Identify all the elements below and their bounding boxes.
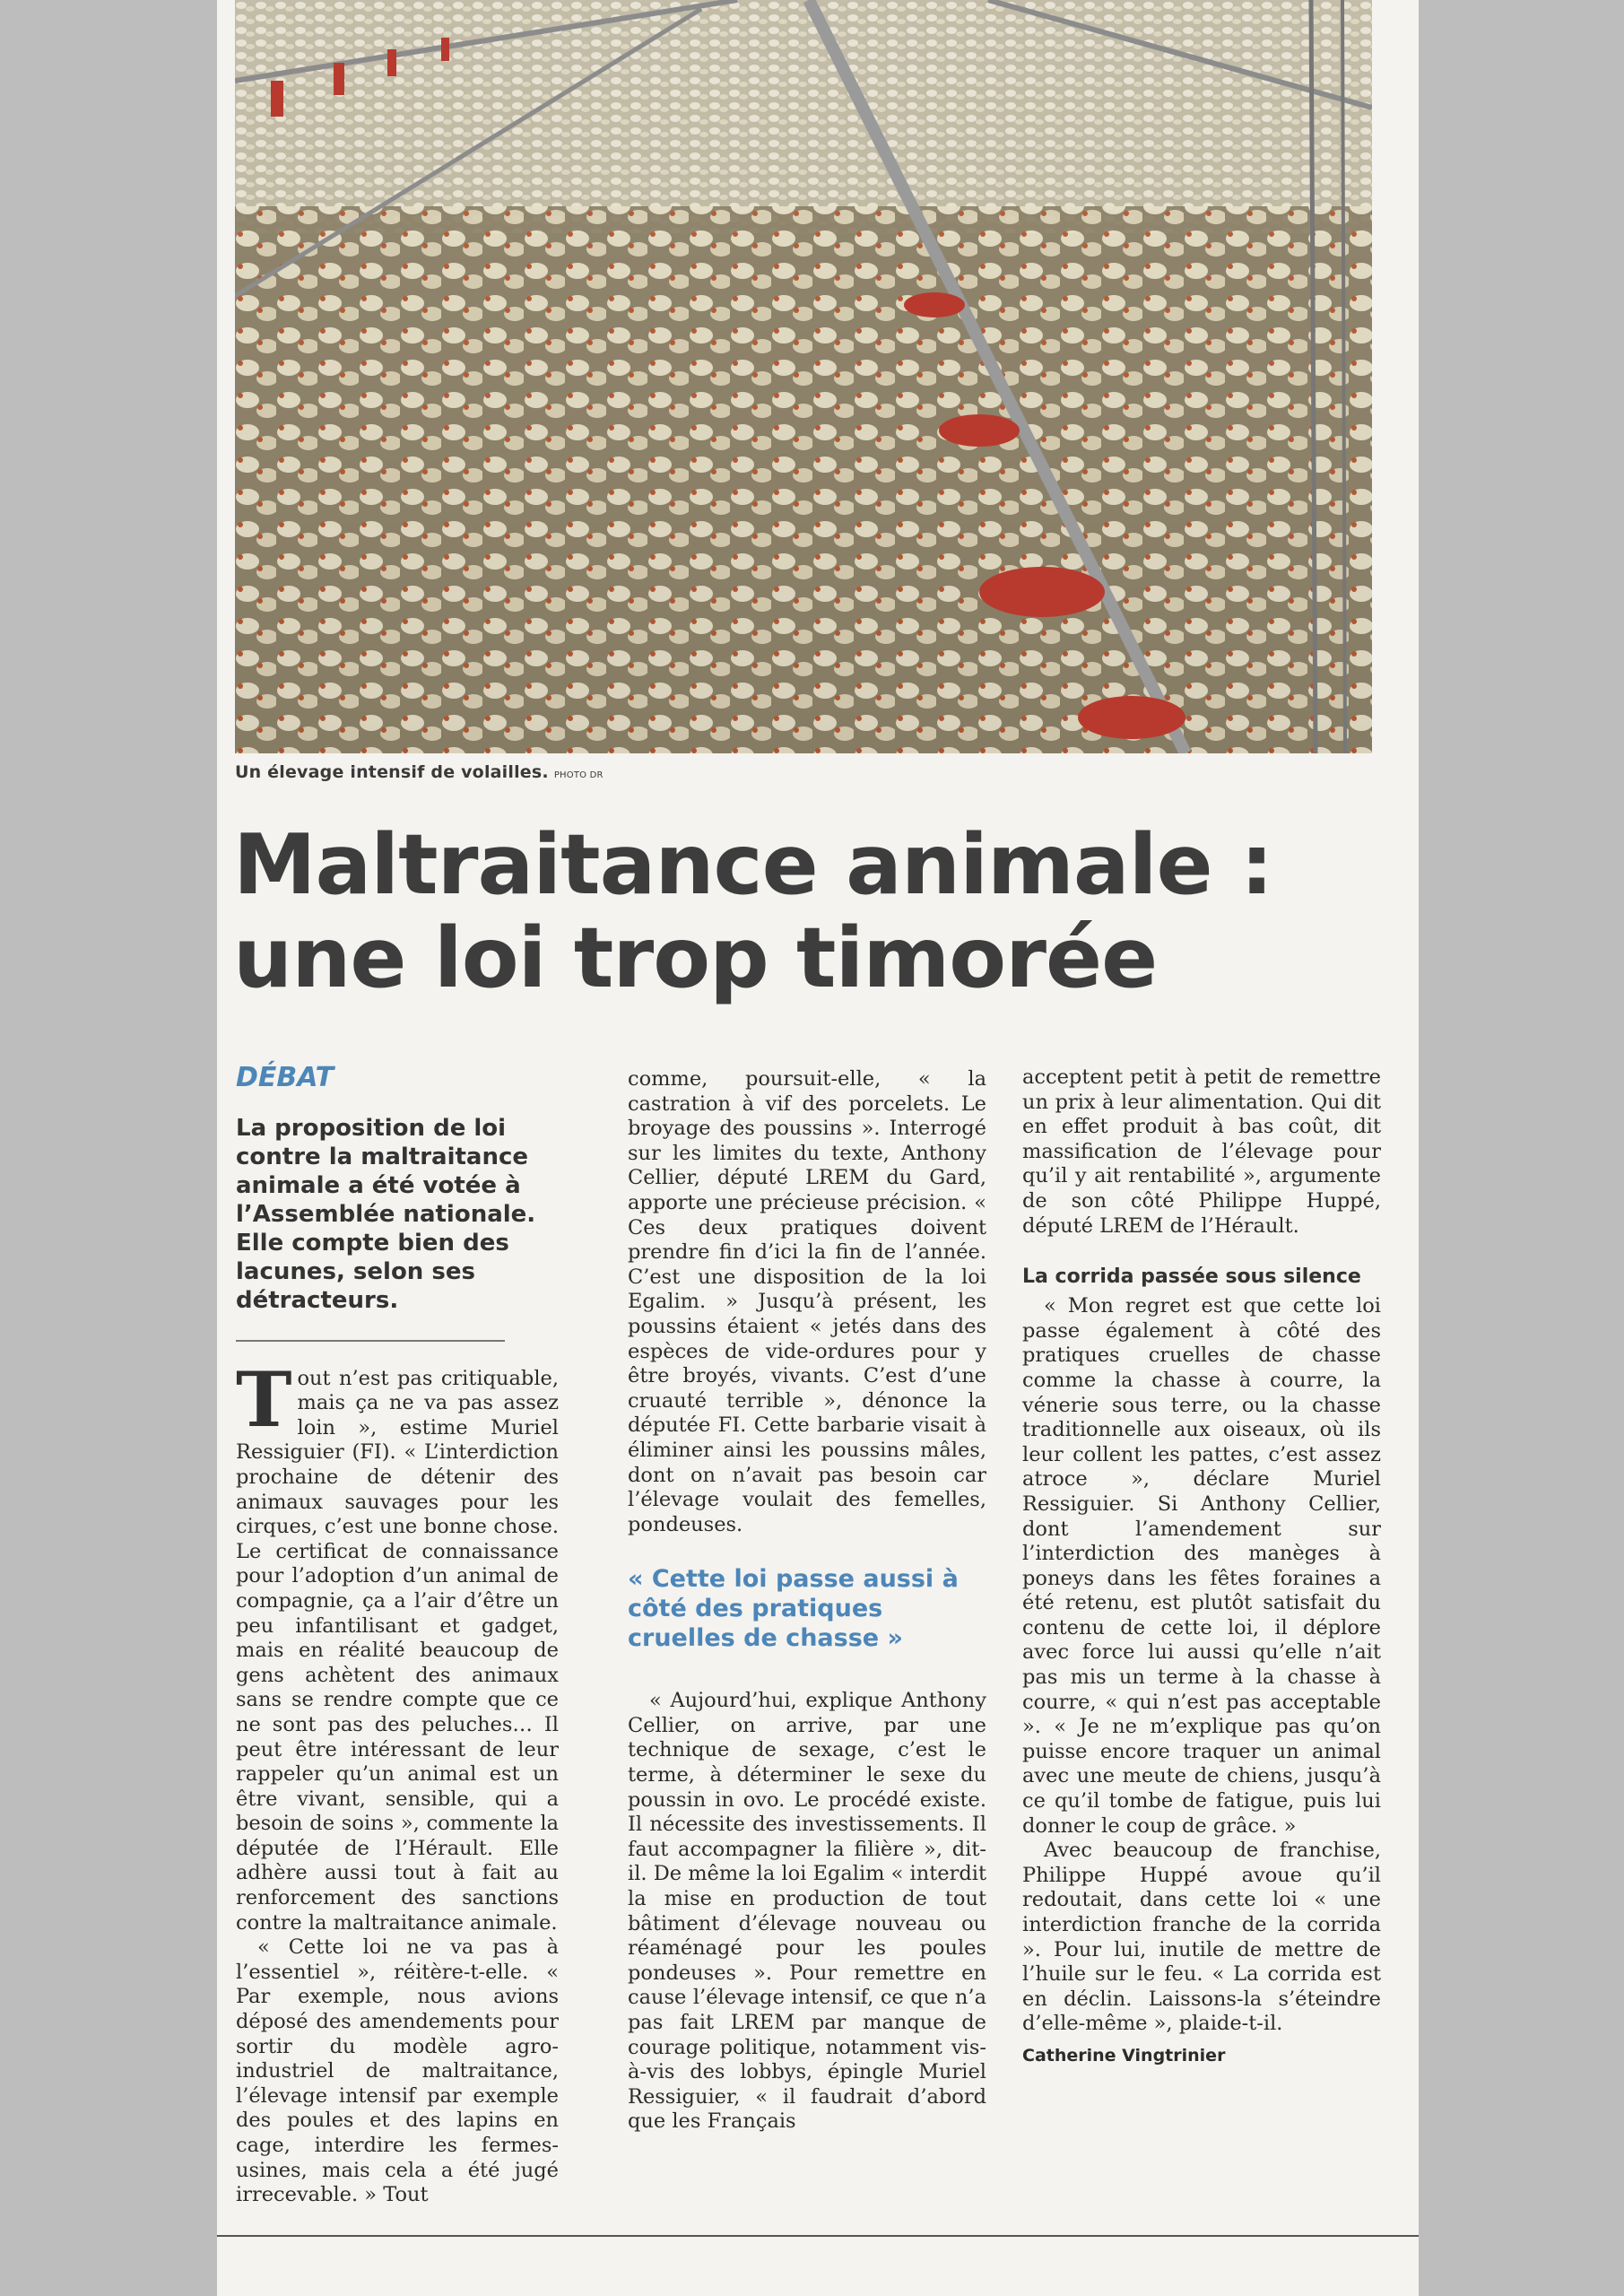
paragraph-6: « Mon regret est que cette loi passe également à côté des pratiques cruelles de chasse comme la chasse à courre, la vénerie sous terre, ou la chasse traditionnelle aux oiseaux, où ils leur collent les pattes, c’est assez atroce », déclare Muriel Ressiguier. Si Anthony Cellier, dont l’amendement sur l’interdiction des manèges à poneys dans les fêtes foraines a été retenu, est plutôt satisfait du contenu de cette loi, il déplore avec force lui aussi qu’elle n’ait pas mis un terme à la chasse à courre, « qui n’est pas acceptable ». « Je ne m’explique pas qu’on puisse encore traquer un animal avec une meute de chiens, jusqu’à ce qu’il tombe de fatigue, puis lui donner le coup de grâce. » — [1022, 1294, 1381, 1838]
photo-credit: PHOTO DR — [553, 770, 604, 780]
article-headline — [233, 818, 1381, 1004]
column-3 — [1022, 1065, 1381, 2069]
column-2 — [628, 1067, 986, 2135]
intertitle: La corrida passée sous silence — [1022, 1265, 1361, 1289]
headline-line-2: une loi trop timorée — [233, 909, 1158, 1006]
page-bottom-rule — [217, 2235, 1419, 2237]
paragraph-5: acceptent petit à petit de remettre un prix à leur alimentation. Qui dit en effet produit à bas coût, dit massification de l’élevage pour qu’il y ait rentabilité », argumente de son côté Philippe Huppé, député LREM de l’Hérault. — [1022, 1065, 1381, 1238]
paragraph-2: « Cette loi ne va pas à l’essentiel », réitère-t-elle. « Par exemple, nous avions déposé des amendements pour sortir du modèle agro-industriel de maltraitance, l’élevage intensif par exemple des poules et des lapins en cage, interdire les fermes-usines, mais cela a été jugé irrecevable. » Tout — [236, 1935, 559, 2207]
headline-line-1: Maltraitance animale : — [233, 816, 1273, 913]
paragraph-3: comme, poursuit-elle, « la castration à vif des porcelets. Le broyage des poussins ». Interrogé sur les limites du texte, Anthony Cellier, député LREM du Gard, apporte une précieuse précision. « Ces deux pratiques doivent prendre fin d’ici la fin de l’année. C’est une disposition de la loi Egalim. » Jusqu’à présent, les poussins étaient « jetés dans des espèces de vide-ordures pour y être broyés, vivants. C’est d’une cruauté terrible », dénonce la députée FI. Cette barbarie visait à éliminer ainsi les poussins mâles, dont on n’avait pas besoin car l’élevage voulait des femelles, pondeuses. — [628, 1067, 986, 1536]
photo-image — [235, 0, 1372, 753]
column-1 — [236, 1062, 559, 2208]
paragraph-7: Avec beaucoup de franchise, Philippe Huppé avoue qu’il redoutait, dans cette loi « une interdiction franche de la corrida ». Pour lui, inutile de mettre de l’huile sur le feu. « La corrida est en déclin. Laissons-la s’éteindre d’elle-même », plaide-t-il. — [1022, 1839, 1381, 2036]
author-signature: Catherine Vingtrinier — [1022, 2045, 1226, 2066]
poultry-farm-photo — [235, 0, 1372, 753]
scan-margin-left — [0, 0, 217, 2296]
lead-divider — [236, 1340, 505, 1342]
paragraph-4: « Aujourd’hui, explique Anthony Cellier, on arrive, par une technique de sexage, c’est le terme, à déterminer le sexe du poussin in ovo. Le procédé existe. Il nécessite des investissements. Il faut accompagner la filière », dit-il. De même la loi Egalim « interdit la mise en production de tout bâtiment d’élevage nouveau ou réaménagé pour les poules pondeuses ». Pour remettre en cause l’élevage intensif, ce que n’a pas fait LREM par manque de courage politique, notamment vis-à-vis des lobbys, épingle Muriel Ressiguier, « il faudrait d’abord que les Français — [628, 1689, 986, 2134]
caption-text: Un élevage intensif de volailles. — [235, 762, 549, 782]
paragraph-1-text: out n’est pas critiquable, mais ça ne va pas assez loin », estime Muriel Ressiguier (FI). « L’interdiction prochaine de détenir des animaux sauvages pour les cirques, c’est une bonne chose. Le certificat de connaissance pour l’adoption d’un animal de compagnie, ça a l’air d’être un peu infantilisant et gadget, mais en réalité beaucoup de gens achètent des animaux sans se rendre compte que ce ne sont pas des peluches… Il peut être intéressant de leur rappeler qu’un animal est un être vivant, sensible, qui a besoin de soins », commente la députée de l’Hérault. Elle adhère aussi tout à fait au renforcement des sanctions contre la maltraitance animale. — [236, 1366, 559, 1935]
paragraph-1 — [236, 1354, 559, 1936]
pull-quote: « Cette loi passe aussi à côté des pratiques cruelles de chasse » — [628, 1565, 959, 1653]
scan-margin-right — [1419, 0, 1624, 2296]
photo-caption — [235, 762, 604, 782]
rubric-label: DÉBAT — [236, 1062, 334, 1093]
article-lead: La proposition de loi contre la maltraitance animale a été votée à l’Assemblée nationale. Elle compte bien des lacunes, selon ses détracteurs. — [236, 1114, 536, 1314]
drop-cap: T — [236, 1354, 292, 1444]
